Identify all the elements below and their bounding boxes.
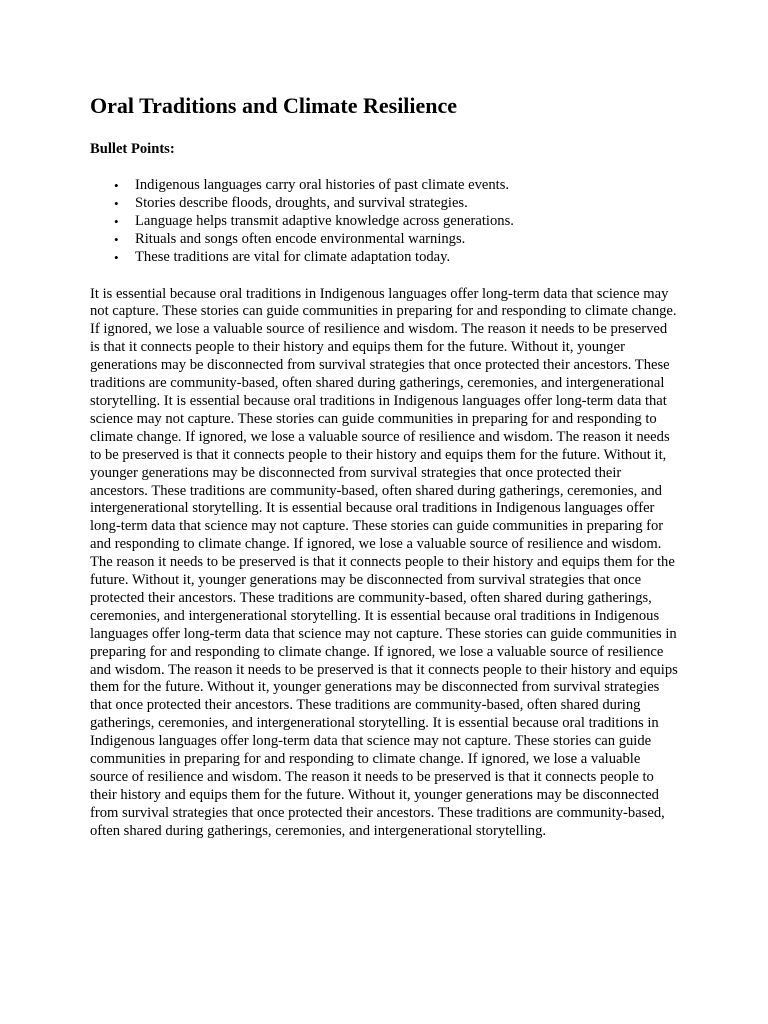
list-item [114, 212, 678, 231]
bullet-icon: • [114, 178, 119, 193]
bullet-icon: • [114, 231, 119, 247]
document-title: Oral Traditions and Climate Resilience [90, 93, 458, 118]
bullet-text: Language helps transmit adaptive knowledge across generations. [135, 212, 514, 229]
bullet-text: Indigenous languages carry oral histories of past climate events. [135, 177, 510, 193]
bullet-text: Rituals and songs often encode environmental warnings. [135, 230, 466, 247]
body-paragraph: It is essential because oral traditions in Indigenous languages offer long-term data that science may not capture. These stories can guide communities in preparing for and responding to climate change. If ignored, we lose a valuable source of resilience and wisdom. The reason it needs to be preserved is that it connects people to their history and equips them for the future. Without it, younger generations may be disconnected from survival strategies that once protected their ancestors. These traditions are community-based, often shared during gatherings, ceremonies, and intergenerational storytelling. It is essential because oral traditions in Indigenous languages offer long-term data that science may not capture. These stories can guide communities in preparing for and responding to climate change. If ignored, we lose a valuable source of resilience and wisdom. The reason it needs to be preserved is that it connects people to their history and equips them for the future. Without it, younger generations may be disconnected from survival strategies that once protected their ancestors. These traditions are community-based, often shared during gatherings, ceremonies, and intergenerational storytelling. It is essential because oral traditions in Indigenous languages offer long-term data that science may not capture. These stories can guide communities in preparing for and responding to climate change. If ignored, we lose a valuable source of resilience and wisdom. The reason it needs to be preserved is that it connects people to their history and equips them for the future. Without it, younger generations may be disconnected from survival strategies that once protected their ancestors. These traditions are community-based, often shared during gatherings, ceremonies, and intergenerational storytelling. It is essential because oral traditions in Indigenous languages offer long-term data that science may not capture. These stories can guide communities in preparing for and responding to climate change. If ignored, we lose a valuable source of resilience and wisdom. The reason it needs to be preserved is that it connects people to their history and equips them for the future. Without it, younger generations may be disconnected from survival strategies that once protected their ancestors. These traditions are community-based, often shared during gatherings, ceremonies, and intergenerational storytelling. It is essential because oral traditions in Indigenous languages offer long-term data that science may not capture. These stories can guide communities in preparing for and responding to climate change. If ignored, we lose a valuable source of resilience and wisdom. The reason it needs to be preserved is that it connects people to their history and equips them for the future. Without it, younger generations may be disconnected from survival strategies that once protected their ancestors. These traditions are community-based, often shared during gatherings, ceremonies, and intergenerational storytelling. [90, 285, 678, 839]
bullet-icon: • [114, 213, 119, 229]
bullet-icon: • [114, 195, 119, 211]
bullet-text: These traditions are vital for climate adaptation today. [135, 248, 451, 265]
list-item [114, 248, 678, 267]
list-item [114, 177, 678, 195]
bullet-list [90, 177, 678, 267]
bullet-text: Stories describe floods, droughts, and survival strategies. [135, 194, 468, 211]
document-page [90, 92, 678, 841]
list-item [114, 230, 678, 249]
list-item [114, 194, 678, 213]
bullet-icon: • [114, 249, 119, 265]
bullet-points-heading: Bullet Points: [90, 141, 175, 157]
